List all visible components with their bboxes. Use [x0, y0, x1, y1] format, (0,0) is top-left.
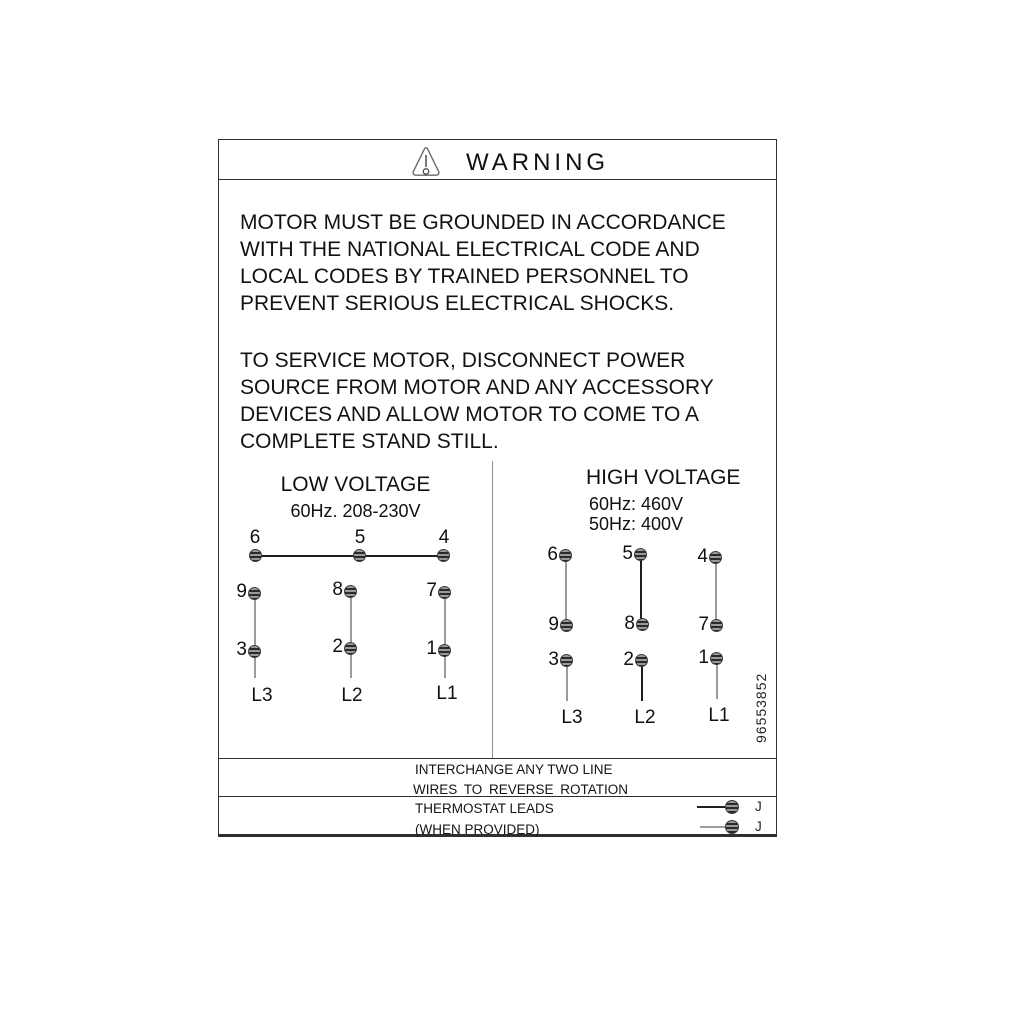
text-line: MOTOR MUST BE GROUNDED IN ACCORDANCE: [240, 211, 726, 234]
terminal-screw-icon: [559, 549, 572, 562]
terminal-screw-icon: [635, 654, 648, 667]
terminal-screw-icon: [353, 549, 366, 562]
line-lead-label-hv-l2: L2: [634, 707, 656, 728]
low-voltage-title: LOW VOLTAGE: [280, 473, 431, 496]
high-voltage-subtitle-60hz: 60Hz: 460V: [589, 494, 684, 514]
wire-lv-654: [255, 555, 444, 557]
terminal-screw-icon: [249, 549, 262, 562]
line-lead-label-lv-l1: L1: [436, 683, 458, 704]
terminal-screw-icon: [710, 652, 723, 665]
terminal-number-hv-9: 9: [548, 614, 559, 635]
terminal-screw-icon: [636, 618, 649, 631]
thermostat-lead-terminal-icon: [725, 800, 739, 814]
high-voltage-subtitle-50hz: 50Hz: 400V: [589, 514, 684, 534]
grounding-warning-paragraph: [240, 209, 726, 317]
wire-hv-6-9: [565, 556, 567, 626]
wire-hv-3-l3: [566, 661, 568, 701]
thermostat-lead-wire-1: [697, 806, 727, 808]
wire-lv-9-3-l3: [254, 594, 256, 678]
rotation-note-line-2: WIRES TO REVERSE ROTATION: [413, 782, 629, 797]
high-voltage-title: HIGH VOLTAGE: [586, 466, 741, 489]
terminal-screw-icon: [438, 644, 451, 657]
rotation-note-line-1: INTERCHANGE ANY TWO LINE: [415, 762, 613, 777]
terminal-number-lv-7: 7: [426, 580, 437, 601]
line-lead-label-lv-l3: L3: [251, 685, 273, 706]
terminal-number-lv-6: 6: [249, 527, 261, 548]
wire-hv-2-l2: [641, 661, 643, 701]
terminal-number-hv-3: 3: [548, 649, 559, 670]
terminal-number-hv-2: 2: [623, 649, 634, 670]
thermostat-lead-label-1: J: [755, 799, 762, 814]
warning-text-section: [219, 180, 776, 461]
terminal-number-hv-6: 6: [547, 544, 558, 565]
terminal-number-hv-4: 4: [697, 546, 708, 567]
terminal-number-lv-9: 9: [236, 581, 247, 602]
terminal-number-lv-2: 2: [332, 636, 343, 657]
terminal-number-hv-1: 1: [698, 647, 709, 668]
terminal-screw-icon: [560, 619, 573, 632]
line-lead-label-hv-l1: L1: [708, 705, 730, 726]
wiring-diagrams-section: [219, 461, 776, 759]
terminal-screw-icon: [437, 549, 450, 562]
terminal-screw-icon: [560, 654, 573, 667]
rotation-note-section: [219, 759, 776, 797]
terminal-number-lv-3: 3: [236, 639, 247, 660]
line-lead-label-lv-l2: L2: [341, 685, 363, 706]
part-number: 96553852: [753, 672, 769, 743]
terminal-screw-icon: [248, 587, 261, 600]
wire-lv-8-2-l2: [350, 592, 352, 678]
terminal-screw-icon: [248, 645, 261, 658]
wire-hv-4-7: [715, 558, 717, 626]
high-voltage-diagram: [493, 461, 776, 758]
warning-triangle-icon: [409, 144, 443, 178]
text-line: WITH THE NATIONAL ELECTRICAL CODE AND: [240, 238, 700, 261]
text-line: PREVENT SERIOUS ELECTRICAL SHOCKS.: [240, 292, 675, 315]
low-voltage-subtitle: 60Hz. 208-230V: [290, 501, 421, 521]
wire-hv-1-l1: [716, 659, 718, 699]
thermostat-note-section: [219, 797, 776, 835]
terminal-number-hv-7: 7: [698, 614, 709, 635]
thermostat-lead-wire-2: [700, 826, 727, 828]
terminal-number-lv-4: 4: [438, 527, 450, 548]
terminal-number-hv-5: 5: [622, 543, 633, 564]
text-line: COMPLETE STAND STILL.: [240, 430, 499, 453]
terminal-screw-icon: [438, 586, 451, 599]
line-lead-label-hv-l3: L3: [561, 707, 583, 728]
terminal-screw-icon: [634, 548, 647, 561]
motor-warning-label: [218, 139, 777, 837]
thermostat-note-line-2: (WHEN PROVIDED): [415, 822, 540, 837]
terminal-screw-icon: [710, 619, 723, 632]
terminal-screw-icon: [344, 585, 357, 598]
wire-lv-7-1-l1: [444, 593, 446, 678]
warning-title: WARNING: [466, 149, 610, 176]
terminal-screw-icon: [344, 642, 357, 655]
thermostat-lead-label-2: J: [755, 819, 762, 834]
text-line: SOURCE FROM MOTOR AND ANY ACCESSORY: [240, 376, 714, 399]
thermostat-note-line-1: THERMOSTAT LEADS: [415, 801, 554, 816]
wire-hv-5-8: [640, 555, 642, 625]
terminal-number-lv-5: 5: [354, 527, 366, 548]
text-line: DEVICES AND ALLOW MOTOR TO COME TO A: [240, 403, 700, 426]
terminal-number-hv-8: 8: [624, 613, 635, 634]
service-warning-paragraph: [240, 347, 714, 455]
terminal-number-lv-8: 8: [332, 579, 343, 600]
text-line: TO SERVICE MOTOR, DISCONNECT POWER: [240, 349, 686, 372]
text-line: LOCAL CODES BY TRAINED PERSONNEL TO: [240, 265, 689, 288]
warning-header: [219, 140, 776, 180]
thermostat-lead-terminal-icon: [725, 820, 739, 834]
terminal-screw-icon: [709, 551, 722, 564]
terminal-number-lv-1: 1: [426, 638, 437, 659]
low-voltage-diagram: [219, 461, 492, 758]
